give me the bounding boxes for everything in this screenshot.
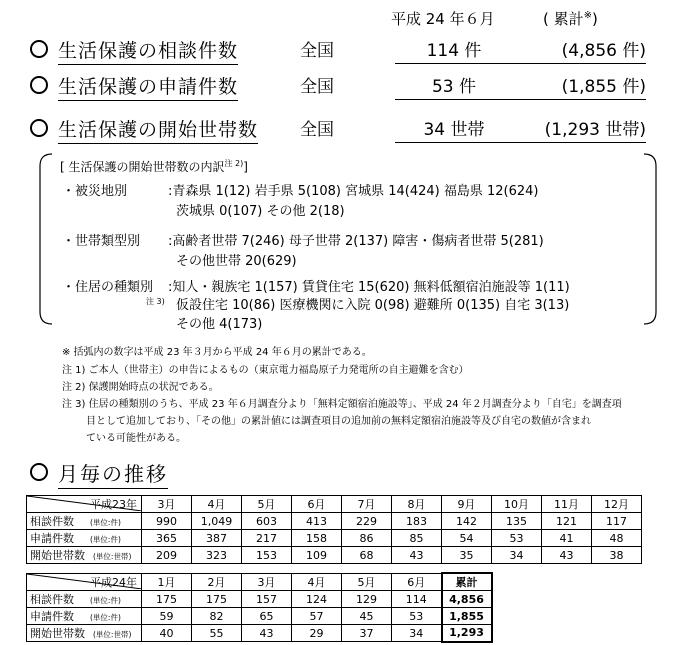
table-row xyxy=(27,608,492,625)
month-header: 4月 xyxy=(192,496,242,513)
category-disaster: ・被災地別 xyxy=(62,184,128,199)
table-cell: 34 xyxy=(392,625,442,642)
table-cell: 53 xyxy=(392,608,442,625)
table-cell: 209 xyxy=(142,547,192,564)
month-header: 7月 xyxy=(342,496,392,513)
table-cell: 157 xyxy=(242,591,292,608)
month-header: 3月 xyxy=(142,496,192,513)
table-row xyxy=(27,625,492,642)
table-cell: 158 xyxy=(292,530,342,547)
table-cell: 142 xyxy=(442,513,492,530)
note-2: 注 2) 保護開始時点の状況である。 xyxy=(62,382,219,393)
total-cell: 4,856 xyxy=(442,591,492,608)
summary-value: 114 件 xyxy=(395,36,513,64)
summary-cumulative: (1,293 世帯) xyxy=(513,115,646,143)
table-cell: 990 xyxy=(142,513,192,530)
note-1: 注 1) ご本人（世帯主）の申告によるもの（東京電力福島原子力発電所の自主避難を含む） xyxy=(62,365,469,376)
note-3-line-3: ている可能性がある。 xyxy=(86,433,186,444)
month-header: 5月 xyxy=(342,573,392,591)
category-housing: ・住居の種類別 xyxy=(62,280,154,295)
month-header: 6月 xyxy=(392,573,442,591)
total-header: 累計 xyxy=(442,573,492,591)
table-cell: 109 xyxy=(292,547,342,564)
table-cell: 387 xyxy=(192,530,242,547)
table-cell: 1,049 xyxy=(192,513,242,530)
month-header: 2月 xyxy=(192,573,242,591)
table-cell: 135 xyxy=(492,513,542,530)
table-row xyxy=(27,591,492,608)
table-cell: 34 xyxy=(492,547,542,564)
row-label: 相談件数 (単位:件) xyxy=(27,513,142,530)
table-row xyxy=(27,547,642,564)
month-header: 10月 xyxy=(492,496,542,513)
row-label: 相談件数 (単位:件) xyxy=(27,591,142,608)
circle-bullet-icon xyxy=(30,463,48,481)
row-label: 申請件数 (単位:件) xyxy=(27,530,142,547)
summary-row-started-households xyxy=(0,115,695,145)
monthly-title: 月毎の推移 xyxy=(58,458,168,489)
year-cell: 平成23年 xyxy=(27,496,142,513)
household-line-2: その他世帯 20(629) xyxy=(176,254,297,269)
summary-row-applications xyxy=(0,72,695,102)
summary-area: 全国 xyxy=(300,41,334,61)
housing-line-2: 仮設住宅 10(86) 医療機関に入院 0(98) 避難所 0(135) 自宅 3(13) xyxy=(176,298,570,313)
summary-label: 生活保護の相談件数 xyxy=(58,36,238,65)
row-label: 開始世帯数 (単位:世帯) xyxy=(27,625,142,642)
table-cell: 29 xyxy=(292,625,342,642)
table-cell: 323 xyxy=(192,547,242,564)
table-cell: 43 xyxy=(392,547,442,564)
total-cell: 1,855 xyxy=(442,608,492,625)
month-header: 5月 xyxy=(242,496,292,513)
month-header: 3月 xyxy=(242,573,292,591)
report-period: 平成 24 年６月 xyxy=(391,10,495,28)
note-3-line-1: 注 3) 住居の種類別のうち、平成 23 年６月調査分より「無料定額宿泊施設等」、平成 24 年２月調査分より「自宅」を調査項 xyxy=(62,399,622,410)
circle-bullet-icon xyxy=(30,76,48,94)
table-cell: 65 xyxy=(242,608,292,625)
summary-value: 34 世帯 xyxy=(395,115,513,143)
summary-cumulative: (4,856 件) xyxy=(513,36,646,64)
summary-label: 生活保護の申請件数 xyxy=(58,72,238,101)
table-cell: 45 xyxy=(342,608,392,625)
month-header: 8月 xyxy=(392,496,442,513)
table-cell: 121 xyxy=(542,513,592,530)
table-cell: 153 xyxy=(242,547,292,564)
summary-label: 生活保護の開始世帯数 xyxy=(58,115,258,144)
household-line-1: :高齢者世帯 7(246) 母子世帯 2(137) 障害・傷病者世帯 5(281) xyxy=(168,234,544,249)
table-cell: 35 xyxy=(442,547,492,564)
table-cell: 85 xyxy=(392,530,442,547)
table-cell: 40 xyxy=(142,625,192,642)
row-label: 申請件数 (単位:件) xyxy=(27,608,142,625)
summary-value: 53 件 xyxy=(395,72,513,100)
note-3-line-2: 目として追加しており、「その他」の累計値には調査項目の追加前の無料定額宿泊施設等及び自宅の数値が含まれ xyxy=(86,416,591,427)
table-header-row xyxy=(27,573,492,591)
table-cell: 43 xyxy=(542,547,592,564)
monthly-table-2012 xyxy=(26,572,493,643)
housing-line-1: :知人・親族宅 1(157) 賃貸住宅 15(620) 無料低額宿泊施設等 1(11) xyxy=(168,280,570,295)
table-row xyxy=(27,530,642,547)
month-header: 12月 xyxy=(592,496,642,513)
table-cell: 55 xyxy=(192,625,242,642)
table-cell: 38 xyxy=(592,547,642,564)
month-header: 4月 xyxy=(292,573,342,591)
table-cell: 129 xyxy=(342,591,392,608)
table-cell: 117 xyxy=(592,513,642,530)
cumulative-header: ( 累計※) xyxy=(543,10,598,28)
total-cell: 1,293 xyxy=(442,625,492,642)
summary-area: 全国 xyxy=(300,77,334,97)
housing-line-3: その他 4(173) xyxy=(176,317,263,332)
table-cell: 53 xyxy=(492,530,542,547)
table-cell: 183 xyxy=(392,513,442,530)
month-header: 9月 xyxy=(442,496,492,513)
breakdown-title: [ 生活保護の開始世帯数の内訳$^{注 2)}$] xyxy=(60,159,248,174)
table-cell: 114 xyxy=(392,591,442,608)
table-row xyxy=(27,513,642,530)
table-cell: 41 xyxy=(542,530,592,547)
disaster-line-2: 茨城県 0(107) その他 2(18) xyxy=(176,204,345,219)
disaster-line-1: :青森県 1(12) 岩手県 5(108) 宮城県 14(424) 福島県 12(624) xyxy=(168,184,539,199)
table-cell: 57 xyxy=(292,608,342,625)
summary-cumulative: (1,855 件) xyxy=(513,72,646,100)
circle-bullet-icon xyxy=(30,40,48,58)
table-cell: 365 xyxy=(142,530,192,547)
table-cell: 86 xyxy=(342,530,392,547)
summary-row-consultations xyxy=(0,36,695,66)
table-cell: 217 xyxy=(242,530,292,547)
table-cell: 175 xyxy=(142,591,192,608)
table-cell: 229 xyxy=(342,513,392,530)
table-cell: 82 xyxy=(192,608,242,625)
table-cell: 54 xyxy=(442,530,492,547)
month-header: 1月 xyxy=(142,573,192,591)
year-cell: 平成24年 xyxy=(27,573,142,591)
table-header-row xyxy=(27,496,642,513)
table-cell: 37 xyxy=(342,625,392,642)
table-cell: 48 xyxy=(592,530,642,547)
table-cell: 413 xyxy=(292,513,342,530)
housing-note: 注 3) xyxy=(146,297,165,306)
month-header: 11月 xyxy=(542,496,592,513)
note-asterisk: ※ 括弧内の数字は平成 23 年３月から平成 24 年６月の累計である。 xyxy=(62,347,372,358)
summary-area: 全国 xyxy=(300,120,334,140)
table-cell: 43 xyxy=(242,625,292,642)
table-cell: 68 xyxy=(342,547,392,564)
table-cell: 124 xyxy=(292,591,342,608)
table-cell: 603 xyxy=(242,513,292,530)
month-header: 6月 xyxy=(292,496,342,513)
monthly-table-2011 xyxy=(26,495,642,564)
table-cell: 59 xyxy=(142,608,192,625)
table-cell: 175 xyxy=(192,591,242,608)
row-label: 開始世帯数 (単位:世帯) xyxy=(27,547,142,564)
category-household: ・世帯類型別 xyxy=(62,234,141,249)
circle-bullet-icon xyxy=(30,119,48,137)
